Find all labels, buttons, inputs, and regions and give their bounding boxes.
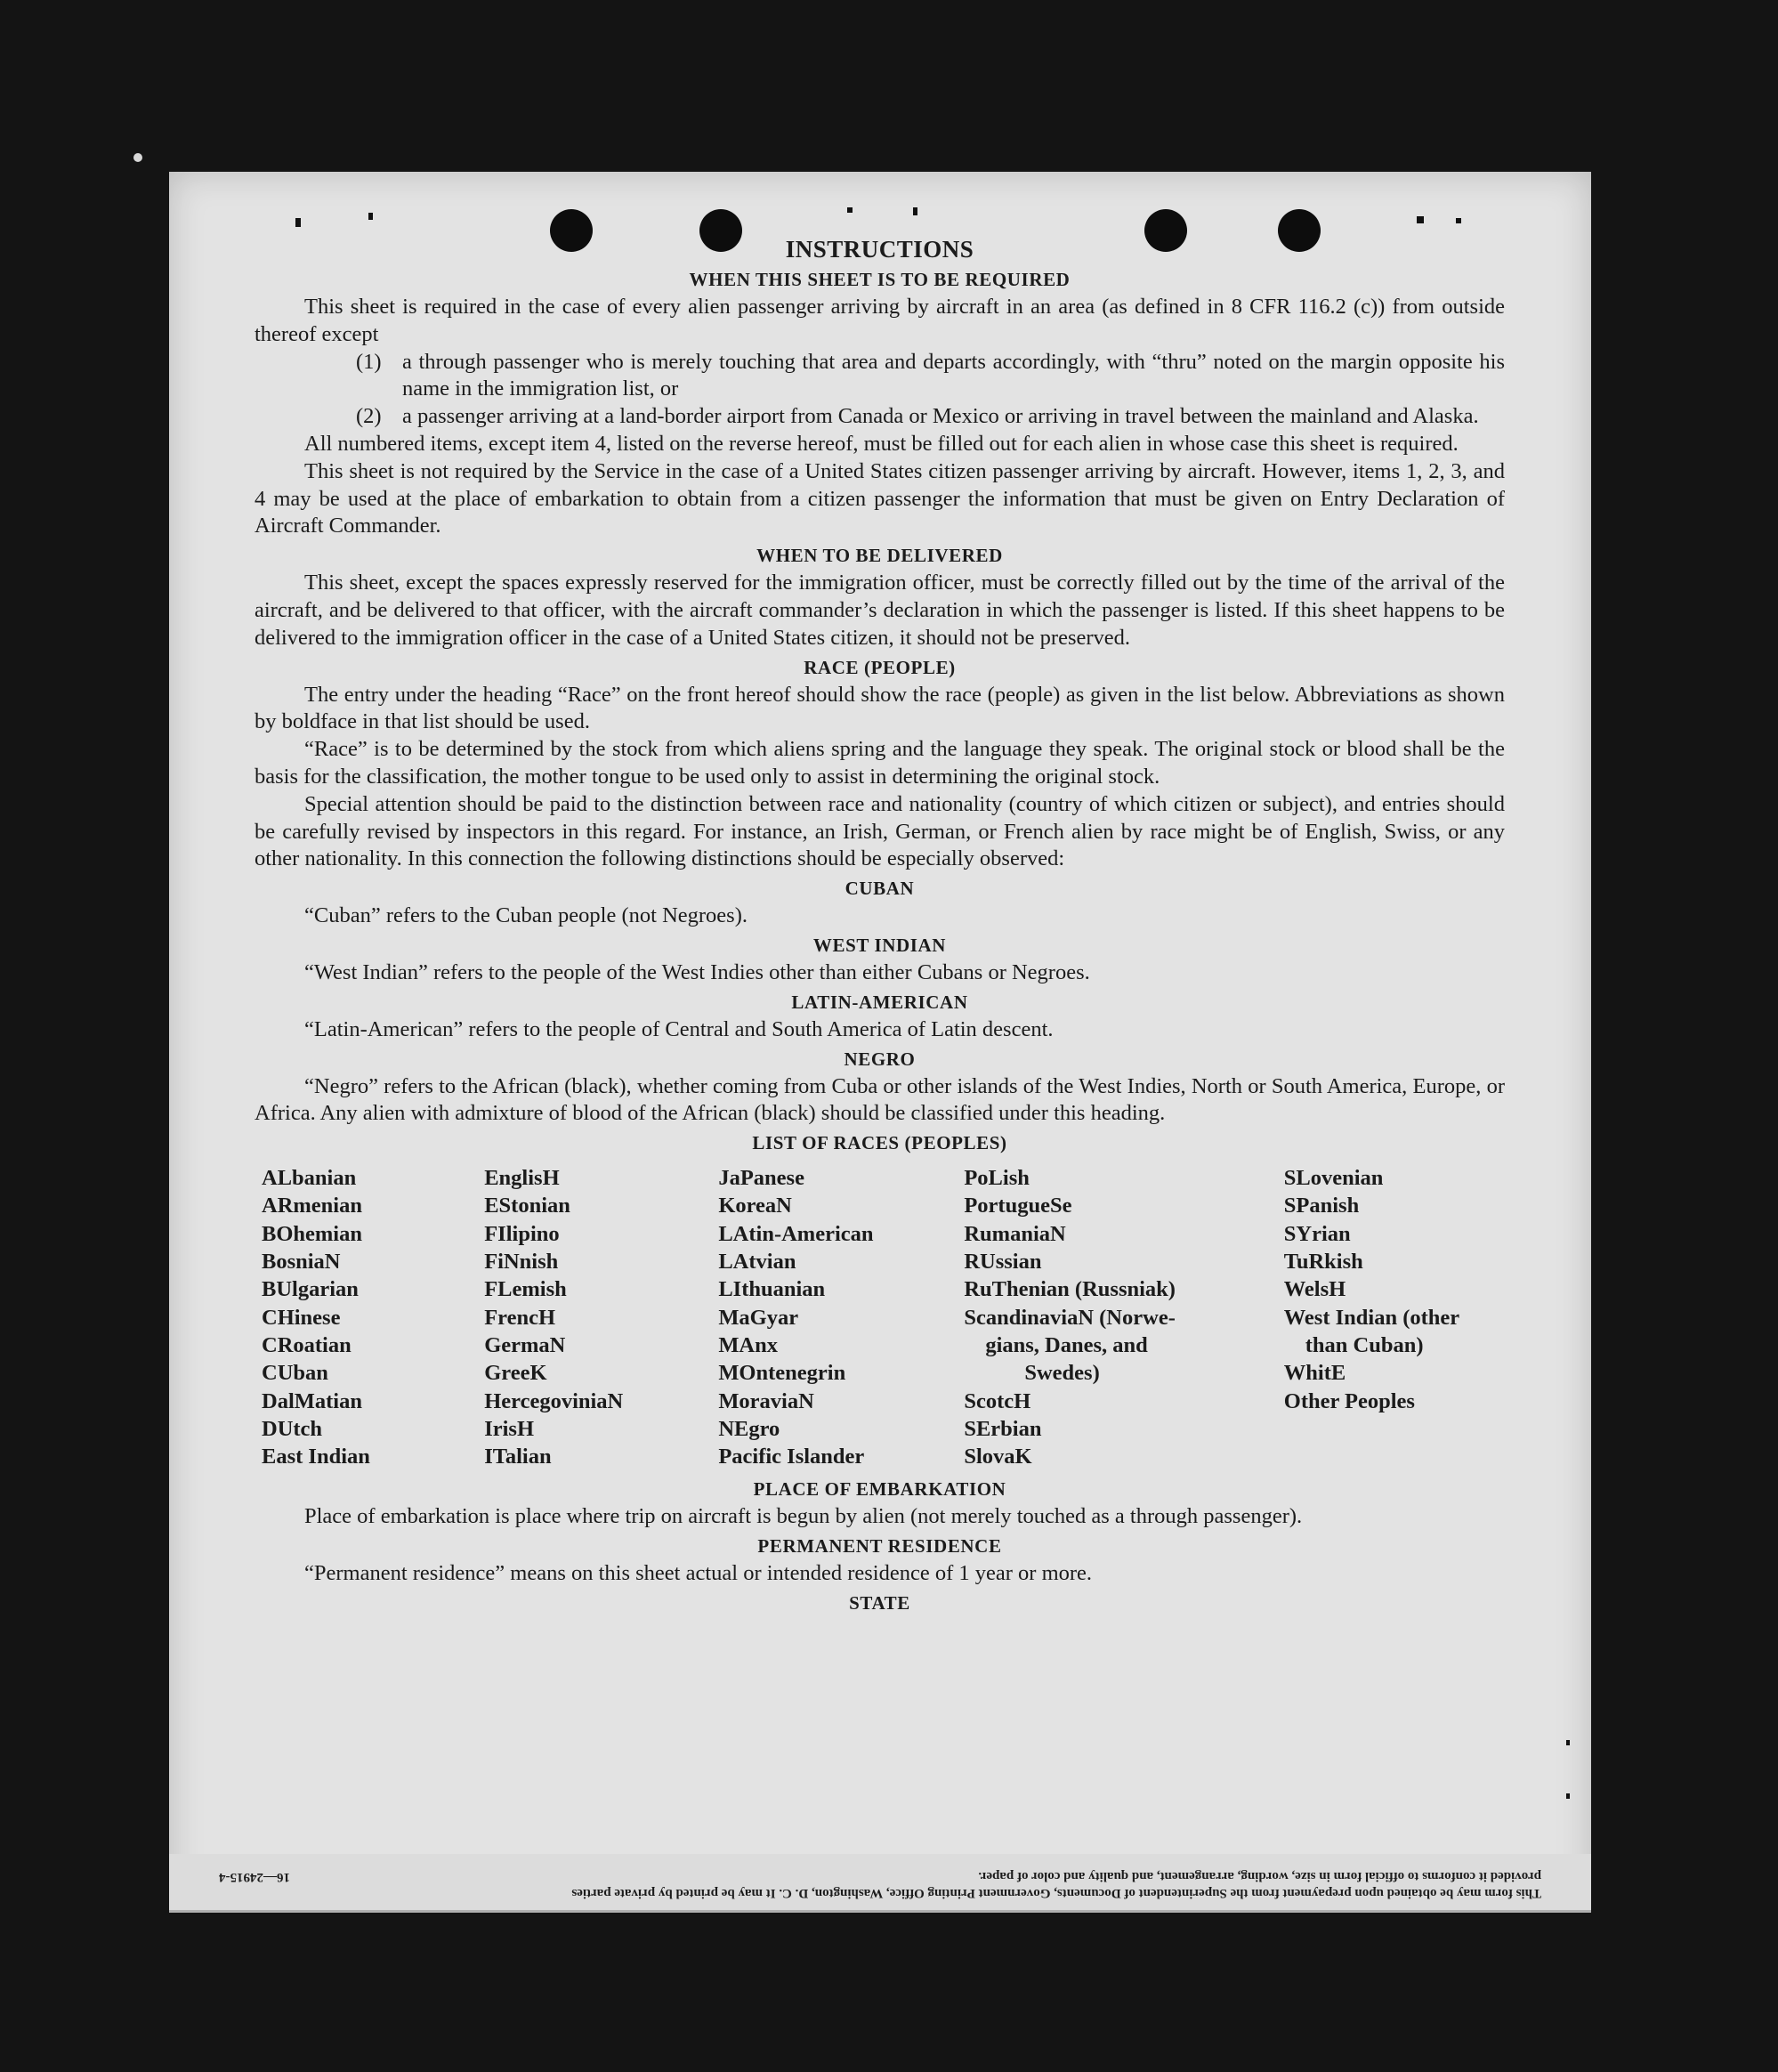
race-entry: IrisH bbox=[484, 1416, 535, 1441]
race-entry: WhitE bbox=[1283, 1361, 1346, 1386]
race-entry: RumaniaN bbox=[964, 1221, 1066, 1246]
race-entry: ARmenian bbox=[262, 1194, 362, 1218]
race-entry: RUssian bbox=[964, 1250, 1042, 1275]
race-entry: SErbian bbox=[964, 1416, 1042, 1441]
ink-speck bbox=[847, 207, 853, 213]
form-sheet bbox=[169, 172, 1591, 1913]
scan-artifact bbox=[133, 153, 142, 162]
instructions-text bbox=[255, 234, 1505, 1617]
race-entry: CUban bbox=[262, 1361, 328, 1386]
section-heading: CUBAN bbox=[845, 878, 915, 900]
paragraph: “Negro” refers to the African (black), whether coming from Cuba or other islands of the West Indies, North or South America, Europe, or Africa. Any alien with admixture of blood of the African (black) should be classified under this heading. bbox=[255, 1073, 1505, 1126]
race-column bbox=[1284, 1164, 1505, 1470]
race-column bbox=[255, 1164, 484, 1470]
race-entry: MaGyar bbox=[718, 1305, 799, 1330]
race-entry: SPanish bbox=[1283, 1194, 1360, 1218]
section-heading: LATIN-AMERICAN bbox=[791, 991, 968, 1013]
paragraph: “Permanent residence” means on this sheet actual or intended residence of 1 year or more. bbox=[304, 1561, 1093, 1586]
section-heading: PLACE OF EMBARKATION bbox=[753, 1478, 1006, 1501]
ink-speck bbox=[368, 213, 373, 220]
race-entry: EStonian bbox=[484, 1194, 570, 1218]
race-entry: FrencH bbox=[484, 1305, 556, 1330]
section-heading: LIST OF RACES (PEOPLES) bbox=[752, 1132, 1007, 1154]
race-entry: ScandinaviaN (Norwe- bbox=[964, 1305, 1176, 1330]
footer-line: provided it conforms to official form in size, wording, arrangement, and quality and color of paper. bbox=[978, 1869, 1541, 1883]
race-list bbox=[255, 1164, 1505, 1470]
paragraph: The entry under the heading “Race” on the front hereof should show the race (people) as given in the list below. Abbreviations as shown by boldface in that list should be used. bbox=[255, 682, 1505, 734]
exception-item bbox=[255, 349, 1505, 404]
item-number: (2) bbox=[356, 404, 382, 429]
paragraph: All numbered items, except item 4, listed on the reverse hereof, must be filled out for each alien in whose case this sheet is required. bbox=[304, 431, 1459, 456]
form-code: 16—24915-4 bbox=[219, 1870, 290, 1884]
instructions-title: INSTRUCTIONS bbox=[785, 236, 974, 263]
race-entry: LAtin-American bbox=[718, 1221, 874, 1246]
paragraph: This sheet, except the spaces expressly reserved for the immigration officer, must be correctly filled out by the time of the arrival of the aircraft, and be delivered to that officer, with the aircraft commander’s declaration in which the passenger is listed. If this sheet happens to be delivered to the immigration officer in the case of a United States citizen, it should not be preserved. bbox=[255, 571, 1505, 650]
race-entry: FIlipino bbox=[484, 1221, 560, 1246]
paragraph: This sheet is required in the case of every alien passenger arriving by aircraft in an area (as defined in 8 CFR 116.2 (c)) from outside thereof except bbox=[255, 295, 1505, 346]
item-text: a through passenger who is merely touching that area and departs accordingly, with “thru” noted on the margin opposite his name in the immigration list, or bbox=[402, 349, 1505, 401]
race-entry: BUlgarian bbox=[262, 1277, 359, 1302]
race-column bbox=[718, 1164, 964, 1470]
race-entry: than Cuban) bbox=[1305, 1332, 1424, 1357]
race-entry: CRoatian bbox=[262, 1332, 352, 1357]
ink-speck bbox=[1417, 216, 1424, 223]
item-number: (1) bbox=[356, 349, 382, 374]
ink-speck bbox=[1456, 218, 1461, 223]
race-entry: DalMatian bbox=[262, 1388, 362, 1413]
race-entry: JaPanese bbox=[718, 1166, 804, 1191]
paragraph: This sheet is not required by the Service in the case of a United States citizen passenger arriving by aircraft. However, items 1, 2, 3, and 4 may be used at the place of embarkation to obtain from a citizen passenger the information that must be given on Entry Declaration of Aircraft Commander. bbox=[255, 458, 1505, 538]
race-entry: CHinese bbox=[262, 1305, 341, 1330]
race-entry: LAtvian bbox=[718, 1250, 796, 1275]
section-heading: WHEN TO BE DELIVERED bbox=[756, 545, 1003, 567]
ink-speck bbox=[913, 207, 917, 215]
race-entry: West Indian (other bbox=[1283, 1305, 1460, 1330]
paragraph: Place of embarkation is place where trip on aircraft is begun by alien (not merely touched as a through passenger). bbox=[304, 1504, 1303, 1529]
section-heading: RACE (PEOPLE) bbox=[804, 656, 956, 678]
ink-speck bbox=[1566, 1740, 1570, 1745]
race-column bbox=[964, 1164, 1283, 1470]
paragraph: “Latin-American” refers to the people of Central and South America of Latin descent. bbox=[304, 1016, 1054, 1041]
race-entry: TuRkish bbox=[1283, 1250, 1363, 1275]
race-entry: NEgro bbox=[718, 1416, 780, 1441]
race-entry: MOntenegrin bbox=[718, 1361, 846, 1386]
race-entry: SYrian bbox=[1283, 1221, 1351, 1246]
race-entry: FiNnish bbox=[484, 1250, 559, 1275]
race-entry: MAnx bbox=[718, 1332, 779, 1357]
footer-line: This form may be obtained upon prepayment from the Superintendent of Documents, Government Printing Office, Washington, D. C. It may be printed by private parties bbox=[571, 1886, 1541, 1900]
race-entry: East Indian bbox=[262, 1445, 370, 1469]
race-entry: Other Peoples bbox=[1283, 1388, 1415, 1413]
race-entry: EnglisH bbox=[484, 1166, 560, 1191]
printer-footer bbox=[169, 1854, 1591, 1913]
paragraph: “Cuban” refers to the Cuban people (not Negroes). bbox=[304, 903, 748, 928]
paragraph: “Race” is to be determined by the stock from which aliens spring and the language they speak. The original stock or blood shall be the basis for the classification, the mother tongue to be used only to assist in determining the original stock. bbox=[255, 737, 1505, 789]
section-heading: WEST INDIAN bbox=[812, 934, 947, 956]
race-entry: SLovenian bbox=[1283, 1166, 1384, 1191]
race-entry: DUtch bbox=[262, 1416, 323, 1441]
race-entry: ScotcH bbox=[964, 1388, 1031, 1413]
race-entry: PoLish bbox=[964, 1166, 1030, 1191]
race-entry: FLemish bbox=[484, 1277, 567, 1302]
paragraph: “West Indian” refers to the people of the West Indies other than either Cubans or Negroes. bbox=[304, 959, 1090, 984]
race-entry: WelsH bbox=[1283, 1277, 1346, 1302]
ink-speck bbox=[1566, 1793, 1570, 1799]
race-entry: GermaN bbox=[484, 1332, 566, 1357]
exception-item bbox=[255, 403, 1505, 431]
race-entry: Pacific Islander bbox=[718, 1445, 865, 1469]
race-entry: LIthuanian bbox=[718, 1277, 826, 1302]
race-entry: SlovaK bbox=[964, 1445, 1032, 1469]
ink-speck bbox=[295, 218, 301, 227]
race-entry: gians, Danes, and bbox=[985, 1332, 1148, 1357]
race-entry: GreeK bbox=[484, 1361, 547, 1386]
race-column bbox=[484, 1164, 718, 1470]
race-entry: HercegoviniaN bbox=[484, 1388, 624, 1413]
race-entry: MoraviaN bbox=[718, 1388, 814, 1413]
race-entry: RuThenian (Russniak) bbox=[964, 1277, 1176, 1302]
race-entry: ITalian bbox=[484, 1445, 552, 1469]
race-entry: Swedes) bbox=[1024, 1361, 1100, 1386]
section-heading: STATE bbox=[849, 1591, 910, 1614]
race-entry: BosniaN bbox=[262, 1250, 341, 1275]
section-heading: NEGRO bbox=[844, 1048, 916, 1070]
race-entry: PortugueSe bbox=[964, 1194, 1072, 1218]
paragraph: Special attention should be paid to the distinction between race and nationality (country of which citizen or subject), and entries should be carefully revised by inspectors in this regard. For instance, an Irish, German, or French alien by race might be of English, Swiss, or any other nationality. In this connection the following distinctions should be especially observed: bbox=[255, 791, 1505, 871]
section-heading: WHEN THIS SHEET IS TO BE REQUIRED bbox=[689, 269, 1071, 290]
race-entry: ALbanian bbox=[262, 1166, 357, 1191]
section-heading: PERMANENT RESIDENCE bbox=[757, 1535, 1002, 1558]
race-entry: BOhemian bbox=[262, 1221, 362, 1246]
item-text: a passenger arriving at a land-border airport from Canada or Mexico or arriving in travel between the mainland and Alaska. bbox=[402, 404, 1479, 429]
race-entry: KoreaN bbox=[718, 1194, 792, 1218]
